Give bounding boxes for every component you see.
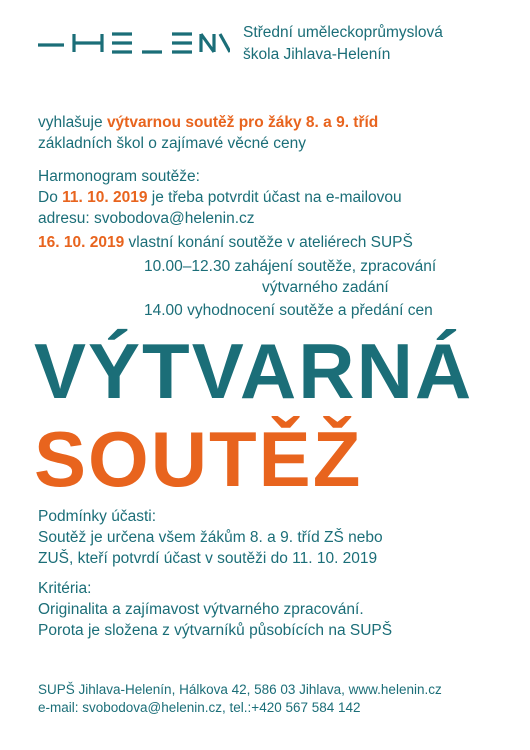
intro-line1 xyxy=(38,112,378,133)
schedule-deadline xyxy=(38,187,402,208)
heading-line1: VÝTVARNÁ xyxy=(34,327,474,415)
school-name-line2: škola Jihlava-Helenín xyxy=(243,46,391,63)
heading-line2: SOUTĚŽ xyxy=(34,415,363,503)
intro-highlight: výtvarnou soutěž pro žáky 8. a 9. tříd xyxy=(106,114,379,131)
footer-contact xyxy=(38,681,442,717)
footer-email-phone: e-mail: svobodova@helenin.cz, tel.:+420 567 584 142 xyxy=(38,700,361,715)
intro-prefix: vyhlašuje xyxy=(38,114,107,131)
deadline-suffix: je třeba potvrdit účast na e-mailovou xyxy=(147,189,402,206)
deadline-prefix: Do xyxy=(38,189,63,206)
conditions-line2: ZUŠ, kteří potvrdí účast v soutěži do 11. 10. 2019 xyxy=(38,550,378,567)
school-name xyxy=(243,22,443,66)
conditions-block xyxy=(38,506,383,569)
criteria-title: Kritéria: xyxy=(38,580,92,597)
schedule-item1-line1: 10.00–12.30 zahájení soutěže, zpracování xyxy=(144,258,437,275)
footer-address: SUPŠ Jihlava-Helenín, Hálkova 42, 586 03 Jihlava, www.helenin.cz xyxy=(38,682,442,697)
event-text: vlastní konání soutěže v ateliérech SUPŠ xyxy=(124,234,413,251)
conditions-line1: Soutěž je určena všem žákům 8. a 9. tříd ZŠ nebo xyxy=(38,529,383,546)
intro-line2: základních škol o zajímavé věcné ceny xyxy=(38,135,306,152)
schedule-event xyxy=(38,232,413,253)
criteria-block xyxy=(38,578,392,641)
criteria-line1: Originalita a zajímavost výtvarného zpracování. xyxy=(38,601,364,618)
schedule-title: Harmonogram soutěže: xyxy=(38,168,200,185)
schedule-item2: 14.00 vyhodnocení soutěže a předání cen xyxy=(144,302,433,319)
conditions-title: Podmínky účasti: xyxy=(38,508,157,525)
schedule-deadline-line2: adresu: svobodova@helenin.cz xyxy=(38,210,255,227)
school-name-line1: Střední uměleckoprůmyslová xyxy=(243,24,443,41)
intro-text xyxy=(38,112,378,154)
schedule-item1-line2: výtvarného zadání xyxy=(262,279,389,296)
event-date: 16. 10. 2019 xyxy=(38,234,125,251)
deadline-date: 11. 10. 2019 xyxy=(62,189,148,206)
helenin-logo-icon xyxy=(38,32,230,54)
criteria-line2: Porota je složena z výtvarníků působících na SUPŠ xyxy=(38,622,393,639)
